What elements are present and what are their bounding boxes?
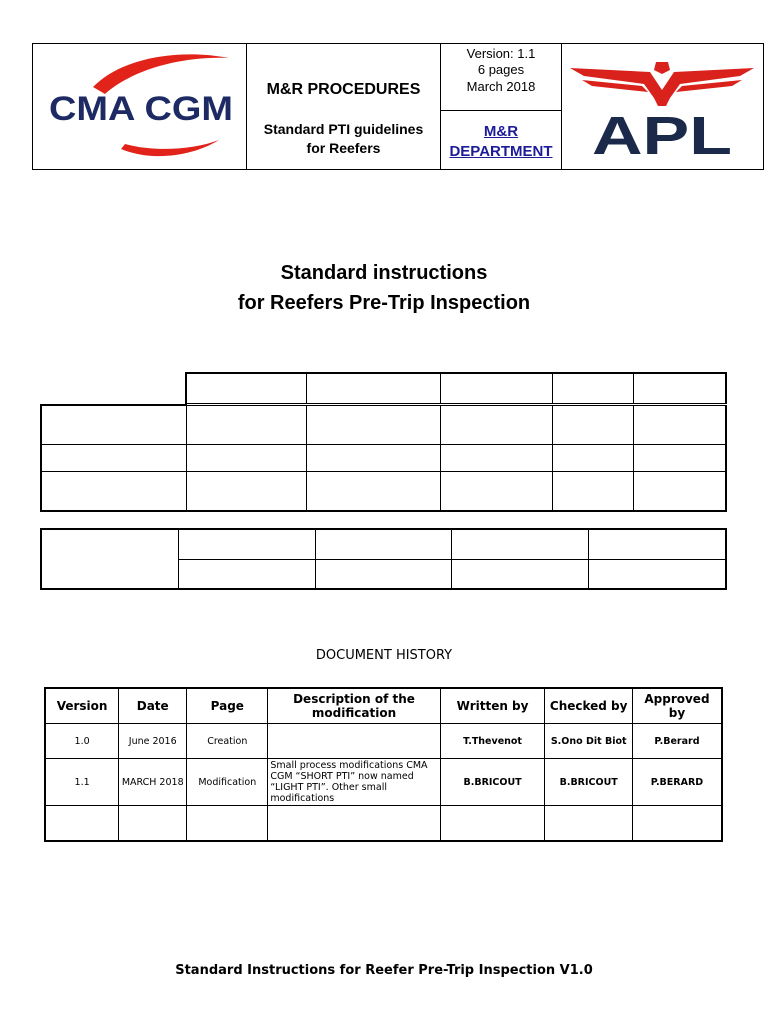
table-row: [45, 724, 722, 759]
cell-description: Small process modifications CMA CGM “SHORT PTI” now named “LIGHT PTI”. Other small modifications: [268, 759, 440, 806]
document-header: [32, 43, 764, 170]
cell-date: June 2016: [119, 724, 187, 759]
cell-written-by: [440, 806, 545, 841]
col-description: Description of the modification: [268, 688, 440, 724]
cell-version: 1.0: [45, 724, 119, 759]
cell-version: [45, 806, 119, 841]
history-header-row: [45, 688, 722, 724]
cell-page: Creation: [187, 724, 268, 759]
version-divider: [441, 110, 561, 111]
document-title-line-2: for Reefers Pre-Trip Inspection: [237, 292, 531, 314]
cell-approved-by: P.Berard: [632, 724, 722, 759]
apl-logo: [562, 44, 763, 169]
col-approved-by: Approved by: [632, 688, 722, 724]
cell-description: [268, 724, 440, 759]
cell-approved-by: P.BERARD: [632, 759, 722, 806]
cell-page: Modification: [187, 759, 268, 806]
col-version: Version: [45, 688, 119, 724]
blank-table-header-row: [185, 372, 727, 404]
blank-table-body: [40, 404, 727, 512]
subtitle-line-2: for Reefers: [306, 140, 381, 156]
page-footer: Standard Instructions for Reefer Pre-Trip Inspection V1.0: [175, 963, 593, 978]
version-cell: [441, 44, 562, 169]
cell-date: MARCH 2018: [119, 759, 187, 806]
cell-checked-by: S.Ono Dit Biot: [545, 724, 632, 759]
document-history-table: [44, 687, 723, 842]
cell-checked-by: [545, 806, 632, 841]
eagle-icon: [570, 62, 754, 106]
cell-approved-by: [632, 806, 722, 841]
table-row: [45, 806, 722, 841]
cell-written-by: B.BRICOUT: [440, 759, 545, 806]
document-title-line-1: Standard instructions: [280, 262, 488, 284]
department-label: [441, 122, 561, 162]
procedures-title: M&R PROCEDURES: [266, 81, 421, 98]
cma-cgm-logo-cell: [33, 44, 247, 169]
col-date: Date: [119, 688, 187, 724]
department-line-2: DEPARTMENT: [449, 143, 553, 160]
cell-date: [119, 806, 187, 841]
cell-page: [187, 806, 268, 841]
subtitle-line-1: Standard PTI guidelines: [263, 121, 424, 137]
pages-label: 6 pages: [477, 62, 525, 77]
procedures-subtitle: [247, 120, 440, 158]
blank-signature-table: [40, 372, 727, 512]
blank-approval-table: [40, 528, 727, 590]
cell-description: [268, 806, 440, 841]
date-label: March 2018: [466, 79, 536, 94]
col-checked-by: Checked by: [545, 688, 632, 724]
cell-checked-by: B.BRICOUT: [545, 759, 632, 806]
version-label: Version: 1.1: [466, 46, 536, 61]
cma-cgm-logo: [33, 44, 247, 169]
col-page: Page: [187, 688, 268, 724]
cell-written-by: T.Thevenot: [440, 724, 545, 759]
cma-cgm-logo-text: CMA CGM: [49, 90, 233, 128]
procedures-cell: [247, 44, 441, 169]
apl-logo-cell: [562, 44, 763, 169]
department-line-1: M&R: [483, 123, 519, 140]
table-row: [45, 759, 722, 806]
apl-logo-text: APL: [592, 106, 732, 166]
cell-version: 1.1: [45, 759, 119, 806]
col-written-by: Written by: [440, 688, 545, 724]
document-history-heading: DOCUMENT HISTORY: [315, 648, 453, 663]
